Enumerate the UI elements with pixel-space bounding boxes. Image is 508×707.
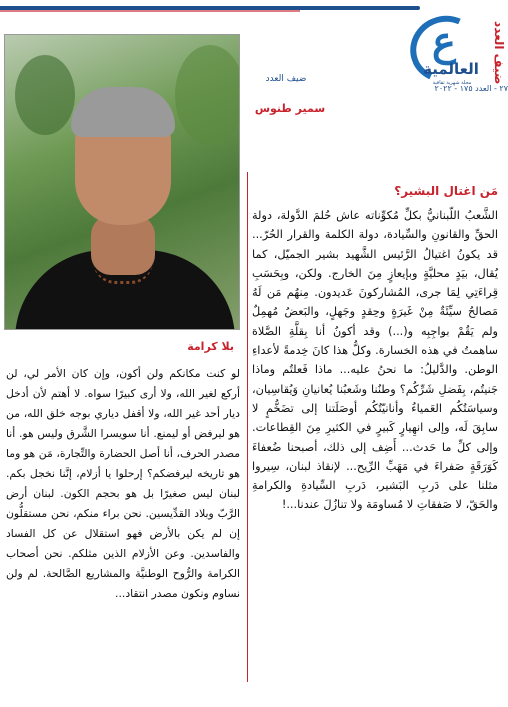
photo-foliage — [175, 45, 240, 145]
article1-title: مَن اغتال البشير؟ — [394, 184, 498, 198]
article2-title: بلا كرامة — [187, 340, 234, 353]
photo-foliage — [15, 55, 75, 135]
logo-name: العالمية — [423, 60, 479, 78]
column-divider — [247, 172, 248, 682]
vertical-section-label: ضيف العدد — [492, 20, 506, 84]
photo-hair — [71, 87, 175, 137]
header-rule-red — [0, 10, 300, 12]
magazine-logo — [410, 16, 490, 88]
author-photo — [4, 34, 240, 330]
guest-label: ضيف العدد — [265, 74, 307, 84]
logo-subtitle: مجلة شهرية ثقافية — [432, 80, 472, 86]
article2-body: لو كنت مكانكم ولن أكون، وإن كان الأمر لي، لن أركع لغير الله، ولا أرى كبيرًا سواه. لا أهتم لأن أدخل ديار أحد غير الله، ولا أقفل دياري بوجه خلق الله، من هو ليرفض أو ليمنع. أنا سويسرا الشَّرق وليس هو. أنا مصدر الحرف، أنا أصل الحضارة والتِّجارة، مَن هو وما هو تاريخه ليرفضكم؟ إرحلوا يا أزلام، إنَّنا نخجل بكم. لبنان ليس صغيرًا بل هو بحجم الكون. لبنان أرض الرَّبّ وبلاد القدِّيسين. نحن براء منكم، نحن مستقلُّون إن لم يكن بالأرض فهو استقلال عن كل الفساد والفاسدين. وعن الأزلام الذين مثلكم. نحن أصحاب الكرامة والرُّوح الوطنيَّة والمشاريع الصَّالحة. لم ولن نساوم ونكون مصدر انتقاد... — [6, 367, 240, 600]
article1-body: الشَّعبُ اللّبنانيُّ بكلِّ مُكوِّناته عاش حُلمَ الدَّولة، دولة الحقِّ والقانونِ والسِّيادة، دولة الكلمة والقرار الحُرّ... قد يكونُ اغتيالُ الرَّئيس الشَّهيد بشير الجميّل، كما يُقال، بيَدٍ محليَّةٍ وبإيعازٍ مِنَ الخارج. ولكن، وبِحَسَبِ قِراءَتِي لِمَا جرى، المُشاركونَ عَديدون. مِنهُم مَن لَهُ مَصالحُ سيِّئَةٌ مِنْ غَيرَةٍ وحِقدٍ وجَهلٍ، والبَعضُ مُهمِلٌ ولم يَقُمْ بواجِبِه و(...) وقد أكونُ أنا بِقلَّةِ الصَّلاة ساهمتُ في هذه الخسارة. وكلُّ هذا كانَ خِدمةً لأعداءِ الوطن. والدَّليلُ: ما نحنُ عليه... ماذا فَعلتُم وماذا جَنيتُم، بِفَضلِ شَرِّكُم؟ وطنُنا وشَعبُنا يُعانيانِ وَيُقاسِيان، وسياسَتُكُم العَمياءُ وأنانيّتُكُم أوصَلَتنا إلى تضَخُّمٍ لا سابِقَ لَه، وإلى انهِيارٍ كَبيرٍ في الكثيرِ مِنَ القِطاعات. وإلى كلِّ ما حَدث... أَضِف إلى ذلك، أصبحنا ضُعفاءَ كَوَرَقَةٍ صَفراءَ في مَهَبِّ الرِّيح... لإنقاذ لبنان، سِيروا مثلنا على دَربِ البَشير، دَربِ السِّيادةِ والكرامةِ والحَقّ، لا صَفقاتِ لا مُساومَة ولا تنازُلَ عندنا...! — [252, 209, 498, 512]
logo-letter-icon: ع — [432, 18, 456, 65]
issue-info: ٢٧ - العدد ١٧٥ - ٢٠٢٢ — [434, 84, 508, 93]
author-name: سمير طنوس — [254, 102, 326, 115]
